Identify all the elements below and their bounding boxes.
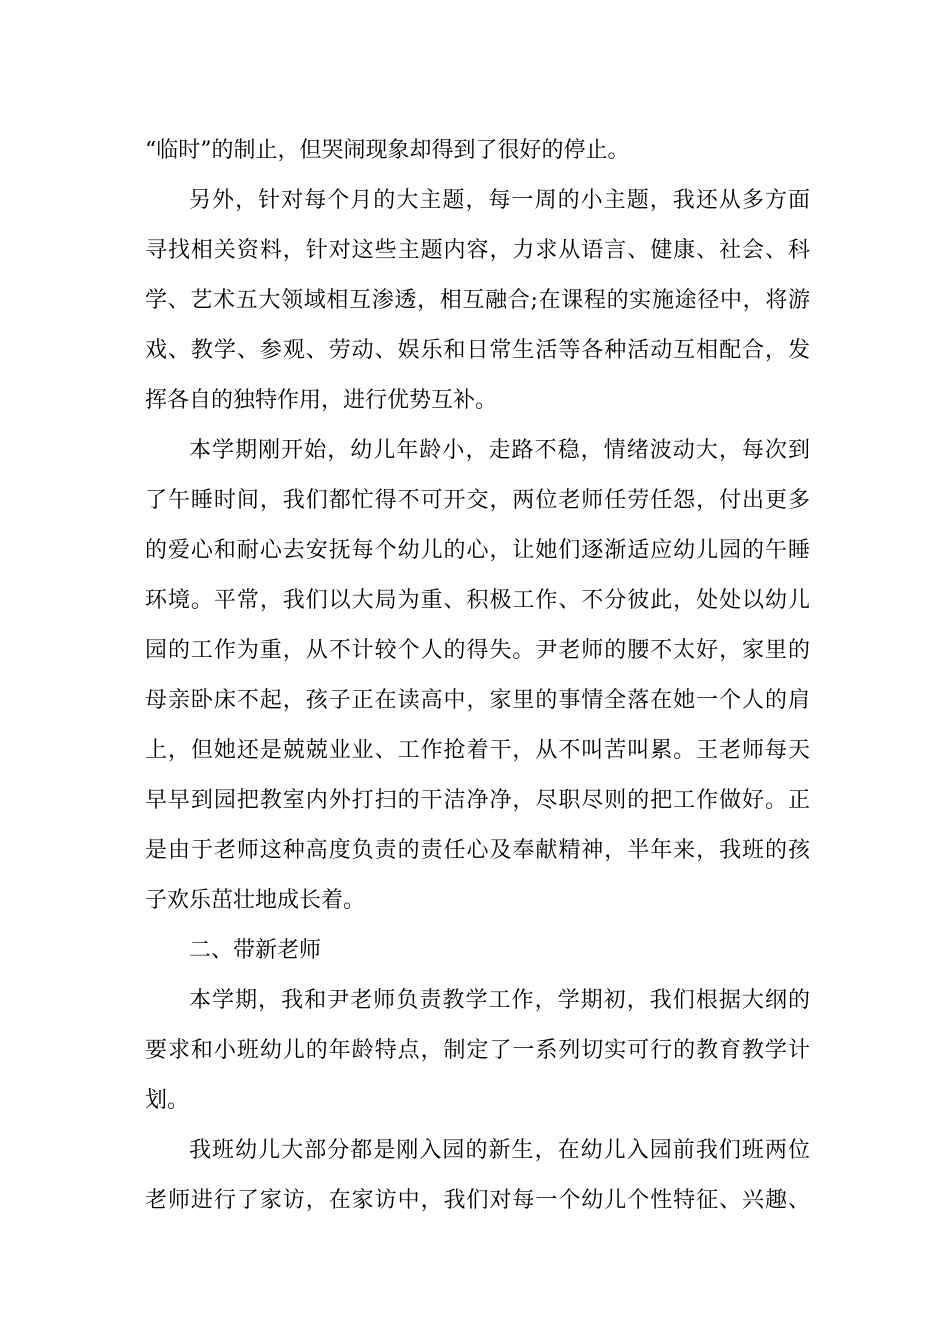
text-line: 要求和小班幼儿的年龄特点，制定了一系列切实可行的教育教学计 <box>145 1038 810 1063</box>
text-line: 戏、教学、参观、劳动、娱乐和日常生活等各种活动互相配合，发 <box>145 338 810 363</box>
text-line: 学、艺术五大领域相互渗透，相互融合;在课程的实施途径中，将游 <box>145 288 810 313</box>
text-line: 上，但她还是兢兢业业、工作抢着干，从不叫苦叫累。王老师每天 <box>145 738 810 763</box>
text-line: 环境。平常，我们以大局为重、积极工作、不分彼此，处处以幼儿 <box>145 588 810 613</box>
text-line: 寻找相关资料，针对这些主题内容，力求从语言、健康、社会、科 <box>145 238 810 263</box>
text-line: 园的工作为重，从不计较个人的得失。尹老师的腰不太好，家里的 <box>145 638 810 663</box>
text-line: 老师进行了家访，在家访中，我们对每一个幼儿个性特征、兴趣、 <box>145 1188 810 1213</box>
text-line: 了午睡时间，我们都忙得不可开交，两位老师任劳任怨，付出更多 <box>145 488 810 513</box>
text-line: 挥各自的独特作用，进行优势互补。 <box>145 388 498 413</box>
text-line: 是由于老师这种高度负责的责任心及奉献精神，半年来，我班的孩 <box>145 838 810 863</box>
text-line: 划。 <box>145 1088 190 1113</box>
text-line: 我班幼儿大部分都是刚入园的新生，在幼儿入园前我们班两位 <box>189 1138 810 1163</box>
text-line: 母亲卧床不起，孩子正在读高中，家里的事情全落在她一个人的肩 <box>145 688 810 713</box>
text-line: 另外，针对每个月的大主题，每一周的小主题，我还从多方面 <box>189 188 810 213</box>
text-line: 本学期，我和尹老师负责教学工作，学期初，我们根据大纲的 <box>189 988 810 1013</box>
document-page <box>145 126 810 1226</box>
text-line: 早早到园把教室内外打扫的干洁净净，尽职尽则的把工作做好。正 <box>145 788 810 813</box>
text-line: 的爱心和耐心去安抚每个幼儿的心，让她们逐渐适应幼儿园的午睡 <box>145 538 810 563</box>
text-line: 二、带新老师 <box>189 938 322 963</box>
text-line: 本学期刚开始，幼儿年龄小，走路不稳，情绪波动大，每次到 <box>189 438 810 463</box>
text-line: 子欢乐茁壮地成长着。 <box>145 888 366 913</box>
text-line: “临时”的制止，但哭闹现象却得到了很好的停止。 <box>145 138 630 163</box>
